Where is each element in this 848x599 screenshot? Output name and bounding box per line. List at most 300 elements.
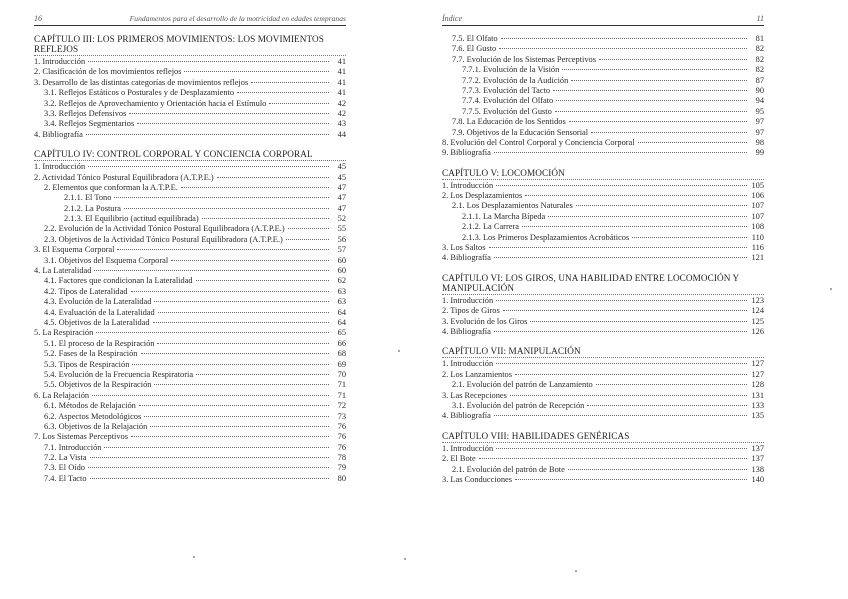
toc-entry-label: 6. La Relajación bbox=[34, 390, 90, 400]
toc-entry-page: 76 bbox=[337, 442, 346, 452]
toc-entry-label: 7.7.4. Evolución del Olfato bbox=[462, 96, 554, 106]
toc-entry-label: 9. Bibliografía bbox=[442, 148, 491, 158]
dot-leader bbox=[548, 216, 747, 217]
dot-leader bbox=[494, 331, 747, 332]
toc-entry-page: 107 bbox=[751, 211, 764, 221]
toc-entry-page: 82 bbox=[755, 65, 764, 75]
toc-entry bbox=[34, 88, 346, 98]
toc-entry-label: 3. Evolución de los Giros bbox=[442, 316, 528, 326]
right-toc bbox=[442, 34, 764, 485]
toc-entry bbox=[34, 297, 346, 307]
dot-leader bbox=[132, 364, 329, 365]
toc-entry-page: 135 bbox=[751, 411, 764, 421]
dot-leader bbox=[157, 343, 329, 344]
toc-entry-label: 2.1.1. La Marcha Bípeda bbox=[462, 211, 546, 221]
toc-entry bbox=[442, 201, 764, 211]
toc-entry-label: 7.7.5. Evolución del Gusto bbox=[462, 106, 552, 116]
toc-entry-label: 7.7.3. Evolución del Tacto bbox=[462, 85, 551, 95]
toc-entry-label: 1. Introducción bbox=[442, 295, 494, 305]
dot-leader bbox=[568, 469, 747, 470]
toc-entry-page: 121 bbox=[751, 253, 764, 263]
toc-entry-label: 4.4. Evaluación de la Lateralidad bbox=[44, 307, 155, 317]
toc-entry-page: 140 bbox=[751, 474, 764, 484]
toc-entry bbox=[34, 57, 346, 67]
toc-entry-label: 2.1. Evolución del patrón de Bote bbox=[452, 464, 565, 474]
dot-leader bbox=[217, 177, 329, 178]
toc-entry-label: 7.7.1. Evolución de la Visión bbox=[462, 65, 560, 75]
toc-entry bbox=[34, 328, 346, 338]
dot-leader bbox=[499, 48, 747, 49]
toc-entry-page: 69 bbox=[337, 359, 346, 369]
toc-entry-label: 2.1.3. El Equilibrio (actitud equilibrada) bbox=[64, 214, 199, 224]
toc-entry-page: 64 bbox=[337, 307, 346, 317]
toc-entry bbox=[34, 360, 346, 370]
chapter-title: CAPÍTULO IV: CONTROL CORPORAL Y CONCIENCIA CORPORAL bbox=[34, 149, 346, 161]
toc-entry-label: 2. El Bote bbox=[442, 454, 476, 464]
toc-entry-label: 6.3. Objetivos de la Relajación bbox=[44, 421, 148, 431]
toc-entry bbox=[442, 475, 764, 485]
toc-entry-label: 3.1. Objetivos del Esquema Corporal bbox=[44, 255, 169, 265]
toc-entry-page: 127 bbox=[751, 369, 764, 379]
toc-entry bbox=[34, 193, 346, 203]
dot-leader bbox=[494, 257, 747, 258]
left-page bbox=[34, 14, 346, 484]
toc-entry bbox=[34, 224, 346, 234]
toc-entry bbox=[34, 308, 346, 318]
dot-leader bbox=[576, 205, 747, 206]
toc-entry bbox=[34, 422, 346, 432]
toc-entry-page: 41 bbox=[337, 67, 346, 77]
toc-entry bbox=[442, 243, 764, 253]
toc-entry-page: 80 bbox=[337, 473, 346, 483]
dot-leader bbox=[139, 405, 329, 406]
toc-entry-label: 5.3. Tipos de Respiración bbox=[44, 359, 130, 369]
toc-entry bbox=[34, 380, 346, 390]
dot-leader bbox=[525, 195, 747, 196]
toc-entry bbox=[34, 235, 346, 245]
toc-entry-label: 2. Los Desplazamientos bbox=[442, 191, 523, 201]
toc-entry bbox=[34, 412, 346, 422]
toc-entry bbox=[442, 401, 764, 411]
toc-entry-label: 7.7. Evolución de los Sistemas Perceptivos bbox=[452, 54, 596, 64]
toc-entry-page: 128 bbox=[751, 380, 764, 390]
chapter-title: CAPÍTULO VI: LOS GIROS, UNA HABILIDAD ENTRE LOCOMOCIÓN Y MANIPULACIÓN bbox=[442, 273, 764, 295]
toc-entry-page: 133 bbox=[751, 400, 764, 410]
toc-entry-label: 4. Bibliografía bbox=[442, 411, 491, 421]
chapter-title: CAPÍTULO VII: MANIPULACIÓN bbox=[442, 346, 764, 358]
dot-leader bbox=[571, 80, 747, 81]
toc-entry bbox=[34, 339, 346, 349]
toc-entry bbox=[34, 256, 346, 266]
toc-chapter bbox=[442, 346, 764, 421]
toc-entry-page: 127 bbox=[751, 359, 764, 369]
right-page bbox=[442, 14, 764, 485]
toc-entry-label: 4.3. Evolución de la Lateralidad bbox=[44, 297, 152, 307]
toc-entry bbox=[442, 181, 764, 191]
dot-leader bbox=[515, 374, 747, 375]
toc-entry-page: 68 bbox=[337, 349, 346, 359]
toc-entry-page: 60 bbox=[337, 266, 346, 276]
toc-entry-label: 6.1. Métodos de Relajación bbox=[44, 401, 136, 411]
toc-entry-page: 108 bbox=[751, 222, 764, 232]
toc-entry-label: 4. Bibliografía bbox=[34, 129, 83, 139]
chapter-title: CAPÍTULO VIII: HABILIDADES GENÉRICAS bbox=[442, 431, 764, 443]
toc-entry-page: 47 bbox=[337, 182, 346, 192]
toc-entry bbox=[442, 55, 764, 65]
toc-entry-label: 2.1. Evolución del patrón de Lanzamiento bbox=[452, 380, 593, 390]
toc-entry bbox=[442, 212, 764, 222]
toc-entry-label: 3.1. Evolución del patrón de Recepción bbox=[452, 400, 585, 410]
toc-entry-page: 62 bbox=[337, 276, 346, 286]
toc-entry-page: 99 bbox=[755, 148, 764, 158]
toc-entry bbox=[442, 138, 764, 148]
toc-entry-label: 2. Tipos de Giros bbox=[442, 306, 500, 316]
toc-entry bbox=[442, 391, 764, 401]
toc-entry-label: 8. Evolución del Control Corporal y Conciencia Corporal bbox=[442, 137, 635, 147]
dot-leader bbox=[154, 301, 329, 302]
dot-leader bbox=[124, 208, 329, 209]
toc-entry-label: 2. Elementos que conforman la A.T.P.E. bbox=[44, 182, 178, 192]
dot-leader bbox=[114, 197, 329, 198]
toc-entry-page: 78 bbox=[337, 453, 346, 463]
toc-entry-page: 56 bbox=[337, 234, 346, 244]
scan-speck bbox=[830, 288, 832, 290]
toc-entry bbox=[442, 444, 764, 454]
toc-entry-label: 2. Actividad Tónico Postural Equilibradora (A.T.P.E.) bbox=[34, 172, 214, 182]
toc-chapter bbox=[442, 168, 764, 264]
dot-leader bbox=[494, 415, 747, 416]
toc-entry bbox=[442, 117, 764, 127]
toc-entry bbox=[442, 191, 764, 201]
dot-leader bbox=[489, 247, 747, 248]
toc-entry-page: 94 bbox=[755, 96, 764, 106]
chapter-title: CAPÍTULO V: LOCOMOCIÓN bbox=[442, 168, 764, 180]
toc-entry bbox=[34, 173, 346, 183]
toc-entry bbox=[34, 109, 346, 119]
toc-entry-page: 66 bbox=[337, 338, 346, 348]
toc-entry-label: 1. Introducción bbox=[442, 443, 494, 453]
toc-chapter bbox=[442, 273, 764, 338]
dot-leader bbox=[479, 458, 747, 459]
toc-entry-label: 3. El Esquema Corporal bbox=[34, 245, 115, 255]
toc-entry-page: 124 bbox=[751, 306, 764, 316]
dot-leader bbox=[104, 447, 329, 448]
toc-entry-label: 3.4. Reflejos Segmentarios bbox=[44, 119, 135, 129]
toc-entry-page: 126 bbox=[751, 326, 764, 336]
toc-entry bbox=[442, 296, 764, 306]
dot-leader bbox=[88, 467, 329, 468]
toc-entry-page: 63 bbox=[337, 297, 346, 307]
dot-leader bbox=[184, 71, 329, 72]
toc-entry-page: 138 bbox=[751, 464, 764, 474]
toc-entry-label: 7.4. El Tacto bbox=[44, 473, 87, 483]
dot-leader bbox=[530, 321, 747, 322]
toc-entry-page: 65 bbox=[337, 328, 346, 338]
toc-entry bbox=[442, 222, 764, 232]
dot-leader bbox=[251, 82, 329, 83]
toc-chapter bbox=[442, 34, 764, 159]
toc-entry-label: 7.2. La Vista bbox=[44, 453, 87, 463]
toc-entry bbox=[442, 454, 764, 464]
toc-entry-page: 82 bbox=[755, 54, 764, 64]
dot-leader bbox=[553, 90, 747, 91]
dot-leader bbox=[131, 291, 329, 292]
toc-entry-page: 52 bbox=[337, 214, 346, 224]
dot-leader bbox=[196, 280, 329, 281]
dot-leader bbox=[591, 132, 747, 133]
toc-entry-page: 95 bbox=[755, 106, 764, 116]
toc-entry-label: 5.1. El proceso de la Respiración bbox=[44, 338, 155, 348]
toc-entry-page: 82 bbox=[755, 44, 764, 54]
toc-entry bbox=[442, 76, 764, 86]
toc-entry bbox=[442, 359, 764, 369]
toc-entry-label: 2.1.1. El Tono bbox=[64, 193, 112, 203]
toc-entry bbox=[34, 401, 346, 411]
toc-entry-label: 3. Desarrollo de las distintas categorías de movimientos reflejos bbox=[34, 77, 249, 87]
toc-entry bbox=[442, 253, 764, 263]
toc-entry-label: 7.3. El Oído bbox=[44, 463, 85, 473]
toc-entry-page: 73 bbox=[337, 411, 346, 421]
toc-entry-label: 2.1. Los Desplazamientos Naturales bbox=[452, 201, 573, 211]
dot-leader bbox=[510, 395, 747, 396]
dot-leader bbox=[181, 187, 329, 188]
toc-entry bbox=[442, 128, 764, 138]
toc-entry-label: 1. Introducción bbox=[442, 180, 494, 190]
toc-entry-page: 55 bbox=[337, 224, 346, 234]
toc-entry bbox=[34, 474, 346, 484]
toc-entry-page: 63 bbox=[337, 286, 346, 296]
dot-leader bbox=[638, 142, 747, 143]
toc-entry bbox=[34, 370, 346, 380]
toc-entry-page: 72 bbox=[337, 401, 346, 411]
toc-entry bbox=[34, 266, 346, 276]
toc-entry-label: 5.2. Fases de la Respiración bbox=[44, 349, 138, 359]
dot-leader bbox=[131, 436, 329, 437]
toc-chapter bbox=[34, 149, 346, 484]
toc-entry-label: 2.1.2. La Carrera bbox=[462, 222, 519, 232]
dot-leader bbox=[171, 260, 329, 261]
toc-entry bbox=[34, 245, 346, 255]
toc-entry bbox=[442, 96, 764, 106]
dot-leader bbox=[522, 226, 747, 227]
toc-entry bbox=[34, 183, 346, 193]
toc-entry-page: 105 bbox=[751, 180, 764, 190]
toc-entry-page: 98 bbox=[755, 137, 764, 147]
toc-entry-label: 2. Clasificación de los movimientos reflejos bbox=[34, 67, 182, 77]
dot-leader bbox=[587, 405, 747, 406]
toc-entry-page: 123 bbox=[751, 295, 764, 305]
toc-entry-label: 4.1. Factores que condicionan la Lateralidad bbox=[44, 276, 193, 286]
dot-leader bbox=[202, 218, 329, 219]
toc-entry-label: 4. La Lateralidad bbox=[34, 266, 92, 276]
dot-leader bbox=[503, 310, 747, 311]
toc-entry-label: 7.6. El Gusto bbox=[452, 44, 497, 54]
toc-entry-label: 3. Los Saltos bbox=[442, 243, 486, 253]
scan-speck bbox=[193, 556, 195, 558]
toc-entry-label: 7. Los Sistemas Perceptivos bbox=[34, 432, 128, 442]
dot-leader bbox=[515, 479, 747, 480]
dot-leader bbox=[501, 38, 747, 39]
toc-entry-page: 47 bbox=[337, 193, 346, 203]
toc-entry-label: 3.2. Reflejos de Aprovechamiento y Orientación hacia el Estímulo bbox=[44, 98, 267, 108]
toc-entry bbox=[442, 411, 764, 421]
toc-entry-label: 6.2. Aspectos Metodológicos bbox=[44, 411, 142, 421]
dot-leader bbox=[96, 332, 329, 333]
toc-entry bbox=[34, 391, 346, 401]
toc-entry-label: 7.5. El Olfato bbox=[452, 34, 498, 43]
toc-entry-label: 1. Introducción bbox=[442, 359, 494, 369]
toc-entry bbox=[442, 370, 764, 380]
toc-entry-page: 41 bbox=[337, 77, 346, 87]
left-page-number: 16 bbox=[34, 14, 42, 23]
toc-entry-label: 5. La Respiración bbox=[34, 328, 94, 338]
left-running-header bbox=[34, 14, 346, 26]
dot-leader bbox=[599, 59, 747, 60]
dot-leader bbox=[88, 61, 329, 62]
dot-leader bbox=[196, 374, 329, 375]
dot-leader bbox=[153, 322, 329, 323]
toc-entry-label: 3.1. Reflejos Estáticos o Posturales y de Desplazamiento bbox=[44, 88, 235, 98]
toc-entry-label: 4. Bibliografía bbox=[442, 326, 491, 336]
dot-leader bbox=[92, 395, 329, 396]
toc-entry-page: 42 bbox=[337, 98, 346, 108]
toc-entry-label: 4. Bibliografía bbox=[442, 253, 491, 263]
toc-entry bbox=[34, 453, 346, 463]
dot-leader bbox=[569, 121, 747, 122]
toc-entry-page: 71 bbox=[337, 390, 346, 400]
dot-leader bbox=[237, 92, 329, 93]
toc-entry-page: 60 bbox=[337, 255, 346, 265]
toc-chapter bbox=[34, 34, 346, 140]
toc-entry bbox=[34, 99, 346, 109]
toc-entry-page: 131 bbox=[751, 390, 764, 400]
toc-entry bbox=[34, 204, 346, 214]
toc-entry-page: 43 bbox=[337, 119, 346, 129]
toc-entry bbox=[34, 443, 346, 453]
toc-chapter bbox=[442, 431, 764, 486]
toc-entry-label: 7.7.2. Evolución de la Audición bbox=[462, 75, 569, 85]
toc-entry-page: 57 bbox=[337, 245, 346, 255]
dot-leader bbox=[596, 384, 747, 385]
toc-entry bbox=[34, 432, 346, 442]
toc-entry-page: 107 bbox=[751, 201, 764, 211]
dot-leader bbox=[117, 249, 329, 250]
dot-leader bbox=[141, 353, 330, 354]
toc-entry bbox=[442, 306, 764, 316]
dot-leader bbox=[496, 185, 747, 186]
toc-entry-label: 7.1. Introducción bbox=[44, 442, 102, 452]
toc-entry-label: 4.2. Tipos de Lateralidad bbox=[44, 286, 128, 296]
toc-entry-page: 45 bbox=[337, 172, 346, 182]
dot-leader bbox=[88, 166, 329, 167]
toc-entry-label: 7.9. Objetivos de la Educación Sensorial bbox=[452, 127, 589, 137]
toc-entry-label: 4.5. Objetivos de la Lateralidad bbox=[44, 317, 150, 327]
toc-entry-page: 137 bbox=[751, 443, 764, 453]
toc-entry bbox=[34, 463, 346, 473]
toc-entry bbox=[34, 78, 346, 88]
toc-entry-label: 2.2. Evolución de la Actividad Tónico Postural Equilibradora (A.T.P.E.) bbox=[44, 224, 285, 234]
toc-entry-label: 2. Los Lanzamientos bbox=[442, 369, 513, 379]
scan-speck bbox=[398, 350, 400, 352]
dot-leader bbox=[94, 270, 329, 271]
toc-entry-page: 97 bbox=[755, 127, 764, 137]
dot-leader bbox=[494, 152, 747, 153]
toc-entry bbox=[34, 349, 346, 359]
toc-entry-page: 76 bbox=[337, 421, 346, 431]
toc-entry-label: 2.3. Objetivos de la Actividad Tónico Postural Equilibradora (A.T.P.E.) bbox=[44, 234, 283, 244]
right-page-number: 11 bbox=[756, 14, 764, 23]
toc-entry-page: 125 bbox=[751, 316, 764, 326]
toc-entry-page: 116 bbox=[751, 243, 764, 253]
toc-entry-page: 137 bbox=[751, 454, 764, 464]
toc-entry bbox=[442, 327, 764, 337]
dot-leader bbox=[269, 103, 329, 104]
toc-entry-label: 1. Introducción bbox=[34, 57, 86, 66]
toc-entry-page: 70 bbox=[337, 369, 346, 379]
toc-entry bbox=[442, 148, 764, 158]
toc-entry-label: 2.1.3. Los Primeros Desplazamientos Acrobáticos bbox=[462, 232, 630, 242]
dot-leader bbox=[86, 134, 329, 135]
toc-entry bbox=[442, 44, 764, 54]
toc-entry-label: 1. Introducción bbox=[34, 162, 86, 172]
toc-entry-label: 3. Las Recepciones bbox=[442, 390, 507, 400]
left-running-title: Fundamentos para el desarrollo de la motricidad en edades tempranas bbox=[129, 14, 346, 23]
toc-entry-page: 41 bbox=[337, 88, 346, 98]
toc-entry-label: 3. Las Conducciones bbox=[442, 474, 513, 484]
dot-leader bbox=[496, 448, 747, 449]
toc-entry bbox=[34, 214, 346, 224]
toc-entry bbox=[34, 67, 346, 77]
toc-entry bbox=[442, 317, 764, 327]
toc-entry-page: 90 bbox=[755, 85, 764, 95]
toc-entry bbox=[34, 276, 346, 286]
toc-entry bbox=[34, 162, 346, 172]
dot-leader bbox=[288, 228, 329, 229]
toc-entry-page: 64 bbox=[337, 317, 346, 327]
dot-leader bbox=[154, 384, 329, 385]
toc-entry-page: 47 bbox=[337, 203, 346, 213]
chapter-title: CAPÍTULO III: LOS PRIMEROS MOVIMIENTOS: LOS MOVIMIENTOS REFLEJOS bbox=[34, 34, 346, 56]
toc-entry-page: 71 bbox=[337, 380, 346, 390]
toc-entry-label: 5.5. Objetivos de la Respiración bbox=[44, 380, 152, 390]
scan-speck bbox=[575, 570, 577, 572]
dot-leader bbox=[150, 426, 329, 427]
toc-entry-label: 7.8. La Educación de los Sentidos bbox=[452, 117, 566, 127]
scan-speck bbox=[404, 558, 406, 560]
dot-leader bbox=[562, 69, 747, 70]
left-toc bbox=[34, 34, 346, 484]
toc-entry-page: 81 bbox=[755, 34, 764, 43]
toc-entry-page: 45 bbox=[337, 162, 346, 172]
toc-entry-page: 87 bbox=[755, 75, 764, 85]
dot-leader bbox=[286, 239, 329, 240]
toc-entry-page: 76 bbox=[337, 432, 346, 442]
toc-entry bbox=[442, 380, 764, 390]
toc-entry-label: 5.4. Evolución de la Frecuencia Respiratoria bbox=[44, 369, 194, 379]
dot-leader bbox=[144, 416, 329, 417]
toc-entry-page: 110 bbox=[751, 232, 764, 242]
right-running-header bbox=[442, 14, 764, 26]
toc-entry bbox=[442, 86, 764, 96]
dot-leader bbox=[632, 237, 747, 238]
dot-leader bbox=[556, 100, 747, 101]
toc-entry-page: 106 bbox=[751, 191, 764, 201]
toc-entry-page: 44 bbox=[337, 129, 346, 139]
toc-entry bbox=[442, 34, 764, 44]
toc-entry-page: 41 bbox=[337, 57, 346, 66]
toc-entry bbox=[442, 465, 764, 475]
toc-entry-page: 42 bbox=[337, 108, 346, 118]
